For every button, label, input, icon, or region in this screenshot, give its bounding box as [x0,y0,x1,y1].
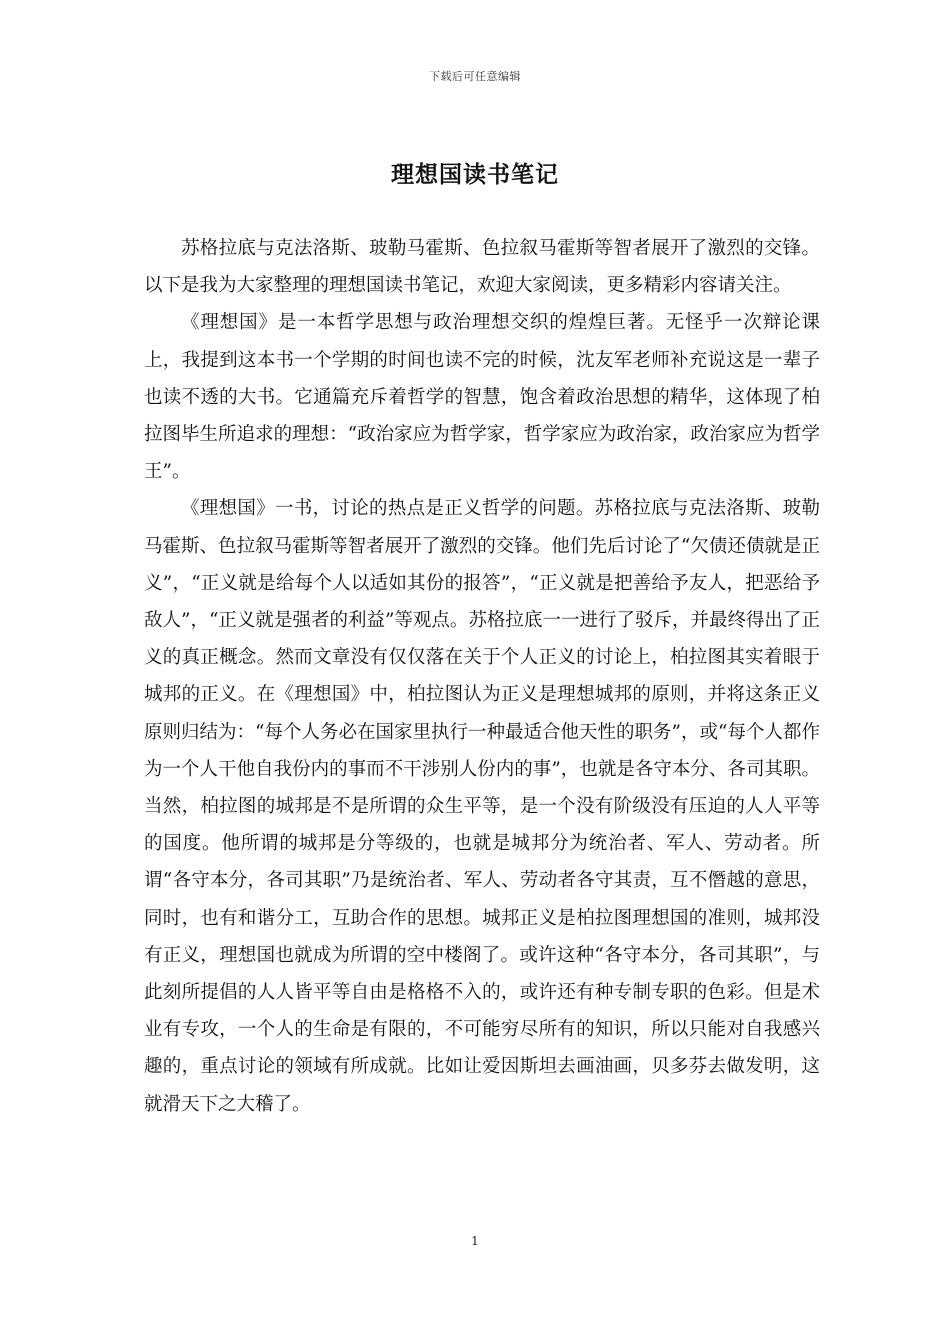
body-paragraph: 《理想国》是一本哲学思想与政治理想交织的煌煌巨著。无怪乎一次辩论课上，我提到这本书一个学期的时间也读不完的时候，沈友军老师补充说这是一辈子也读不透的大书。它通篇充斥着哲学的智慧，饱含着政治思想的精华，这体现了柏拉图毕生所追求的理想：“政治家应为哲学家，哲学家应为政治家，政治家应为哲学王”。 [144,312,820,483]
page-number: 1 [471,1234,479,1248]
document-body [144,230,820,1123]
body-paragraph: 苏格拉底与克法洛斯、玻勒马霍斯、色拉叙马霍斯等智者展开了激烈的交锋。以下是我为大家整理的理想国读书笔记，欢迎大家阅读，更多精彩内容请关注。 [144,238,820,297]
body-paragraph: 《理想国》一书，讨论的热点是正义哲学的问题。苏格拉底与克法洛斯、玻勒马霍斯、色拉叙马霍斯等智者展开了激烈的交锋。他们先后讨论了“欠债还债就是正义”，“正义就是给每个人以适如其份的报答”，“正义就是把善给予友人，把恶给予敌人”，“正义就是强者的利益”等观点。苏格拉底一一进行了驳斥，并最终得出了正义的真正概念。然而文章没有仅仅落在关于个人正义的讨论上，柏拉图其实着眼于城邦的正义。在《理想国》中，柏拉图认为正义是理想城邦的原则，并将这条正义原则归结为：“每个人务必在国家里执行一种最适合他天性的职务”，或“每个人都作为一个人干他自我份内的事而不干涉别人份内的事”，也就是各守本分、各司其职。当然，柏拉图的城邦是不是所谓的众生平等，是一个没有阶级没有压迫的人人平等的国度。他所谓的城邦是分等级的，也就是城邦分为统治者、军人、劳动者。所谓“各守本分，各司其职”乃是统治者、军人、劳动者各守其责，互不僭越的意思，同时，也有和谐分工，互助合作的思想。城邦正义是柏拉图理想国的准则，城邦没有正义，理想国也就成为所谓的空中楼阁了。或许这种“各守本分，各司其职”，与此刻所提倡的人人皆平等自由是格格不入的，或许还有种专制专职的色彩。但是术业有专攻，一个人的生命是有限的，不可能穷尽所有的知识，所以只能对自我感兴趣的，重点讨论的领域有所成就。比如让爱因斯坦去画油画，贝多芬去做发明，这就滑天下之大稽了。 [144,498,820,1115]
document-title: 理想国读书笔记 [391,161,559,188]
header-note: 下载后可任意编辑 [429,70,521,83]
